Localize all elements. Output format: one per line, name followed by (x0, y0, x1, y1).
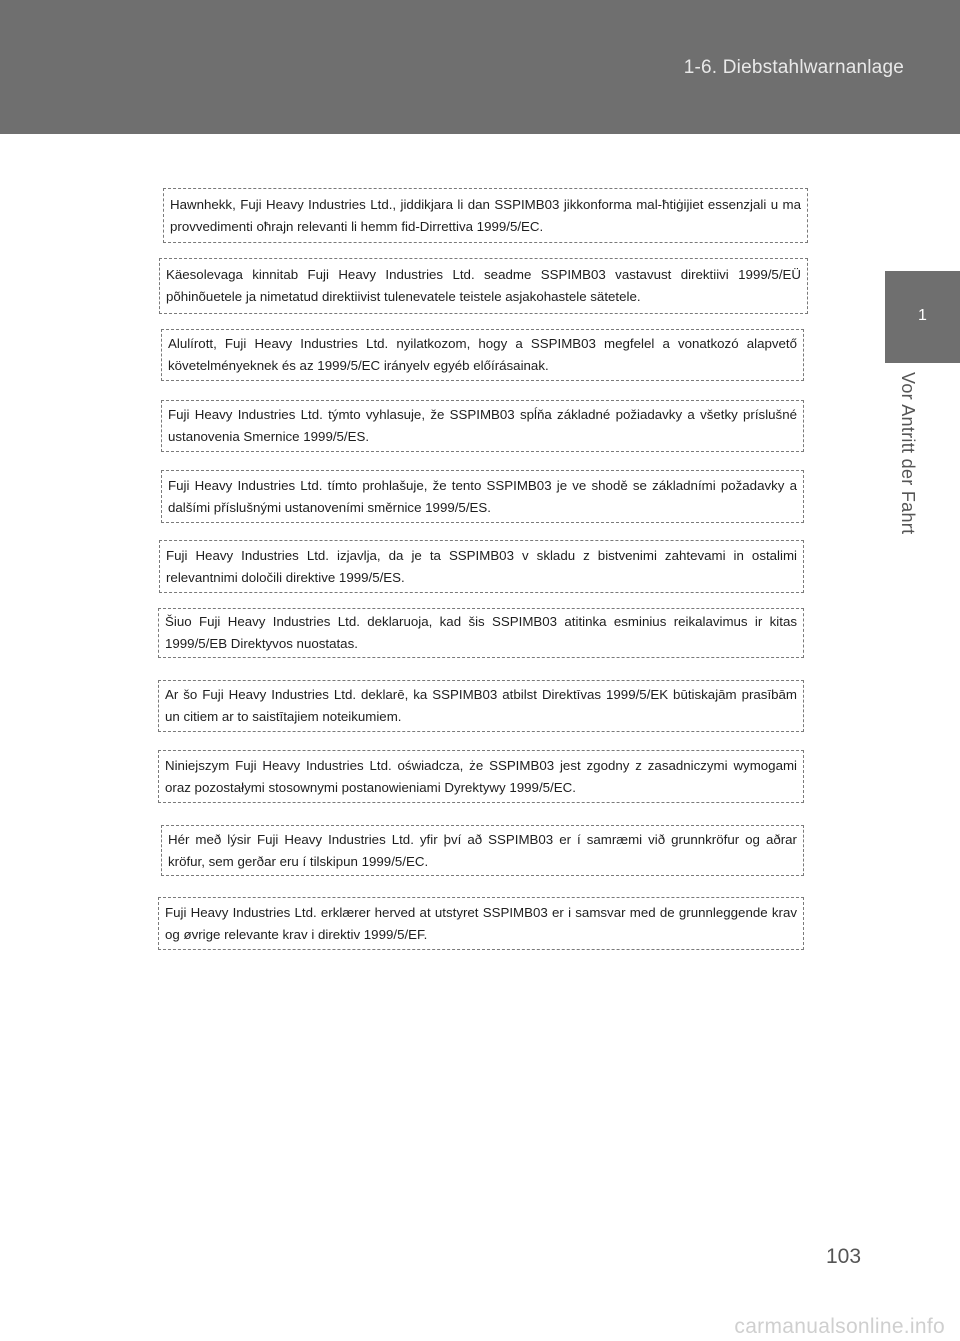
declaration-text: Fuji Heavy Industries Ltd. izjavlja, da je ta SSPIMB03 v skladu z bistvenimi zahtevami in ostalimi relevantnimi določili direktive 1999/5/ES. (166, 547, 797, 585)
declaration-slovak (161, 400, 804, 452)
chapter-title: Vor Antritt der Fahrt (898, 372, 918, 535)
declaration-text: Fuji Heavy Industries Ltd. tímto prohlašuje, že tento SSPIMB03 je ve shodě se základními požadavky a dalšími příslušnými ustanoveními směrnice 1999/5/ES. (168, 477, 797, 515)
declaration-latvian (158, 680, 804, 732)
declaration-text: Ar šo Fuji Heavy Industries Ltd. deklarē, ka SSPIMB03 atbilst Direktīvas 1999/5/EK būtiskajām prasībām un citiem ar to saistītajiem noteikumiem. (165, 687, 797, 724)
declaration-lithuanian (158, 608, 804, 658)
declaration-norwegian (158, 897, 804, 950)
declaration-text: Hawnhekk, Fuji Heavy Industries Ltd., jiddikjara li dan SSPIMB03 jikkonforma mal-ħtiġijiet essenzjali u ma provvedimenti oħrajn relevanti li hemm fid-Dirrettiva 1999/5/EC. (170, 196, 801, 234)
declaration-text: Käesolevaga kinnitab Fuji Heavy Industries Ltd. seadme SSPIMB03 vastavust direktiivi 1999/5/EÜ põhinõuetele ja nimetatud direktiivist tulenevatele teistele asjakohastele sätetele. (166, 267, 801, 304)
declaration-polish (158, 750, 804, 803)
declaration-slovenian (159, 540, 804, 593)
declaration-hungarian (161, 329, 804, 381)
declaration-estonian (159, 258, 808, 314)
declaration-text: Fuji Heavy Industries Ltd. týmto vyhlasuje, že SSPIMB03 spĺňa základné požiadavky a všetky príslušné ustanovenia Smernice 1999/5/ES. (168, 407, 797, 444)
declaration-text: Alulírott, Fuji Heavy Industries Ltd. nyilatkozom, hogy a SSPIMB03 megfelel a vonatkozó alapvető követelményeknek és az 1999/5/EC irányelv egyéb előírásainak. (168, 336, 797, 373)
section-title: 1-6. Diebstahlwarnanlage (683, 57, 904, 78)
declaration-maltese (163, 188, 808, 243)
declaration-icelandic (161, 825, 804, 876)
page-number: 103 (826, 1245, 862, 1268)
declaration-czech (161, 470, 804, 523)
page-header (0, 0, 960, 134)
declaration-text: Fuji Heavy Industries Ltd. erklærer herved at utstyret SSPIMB03 er i samsvar med de grunnleggende krav og øvrige relevante krav i direktiv 1999/5/EF. (165, 904, 797, 942)
declaration-text: Niniejszym Fuji Heavy Industries Ltd. oświadcza, że SSPIMB03 jest zgodny z zasadniczymi wymogami oraz pozostałymi stosownymi postanowieniami Dyrektywy 1999/5/EC. (165, 757, 797, 795)
site-watermark: carmanualsonline.info (734, 1315, 945, 1338)
chapter-tab (885, 271, 960, 363)
declaration-text: Hér með lýsir Fuji Heavy Industries Ltd. yfir því að SSPIMB03 er í samræmi við grunnkröfur og aðrar kröfur, sem gerðar eru í tilskipun 1999/5/EC. (168, 831, 797, 869)
declaration-text: Šiuo Fuji Heavy Industries Ltd. deklaruoja, kad šis SSPIMB03 atitinka esminius reikalavimus ir kitas 1999/5/EB Direktyvos nuostatas. (165, 614, 797, 651)
chapter-label (885, 372, 960, 552)
chapter-number: 1 (918, 307, 927, 324)
